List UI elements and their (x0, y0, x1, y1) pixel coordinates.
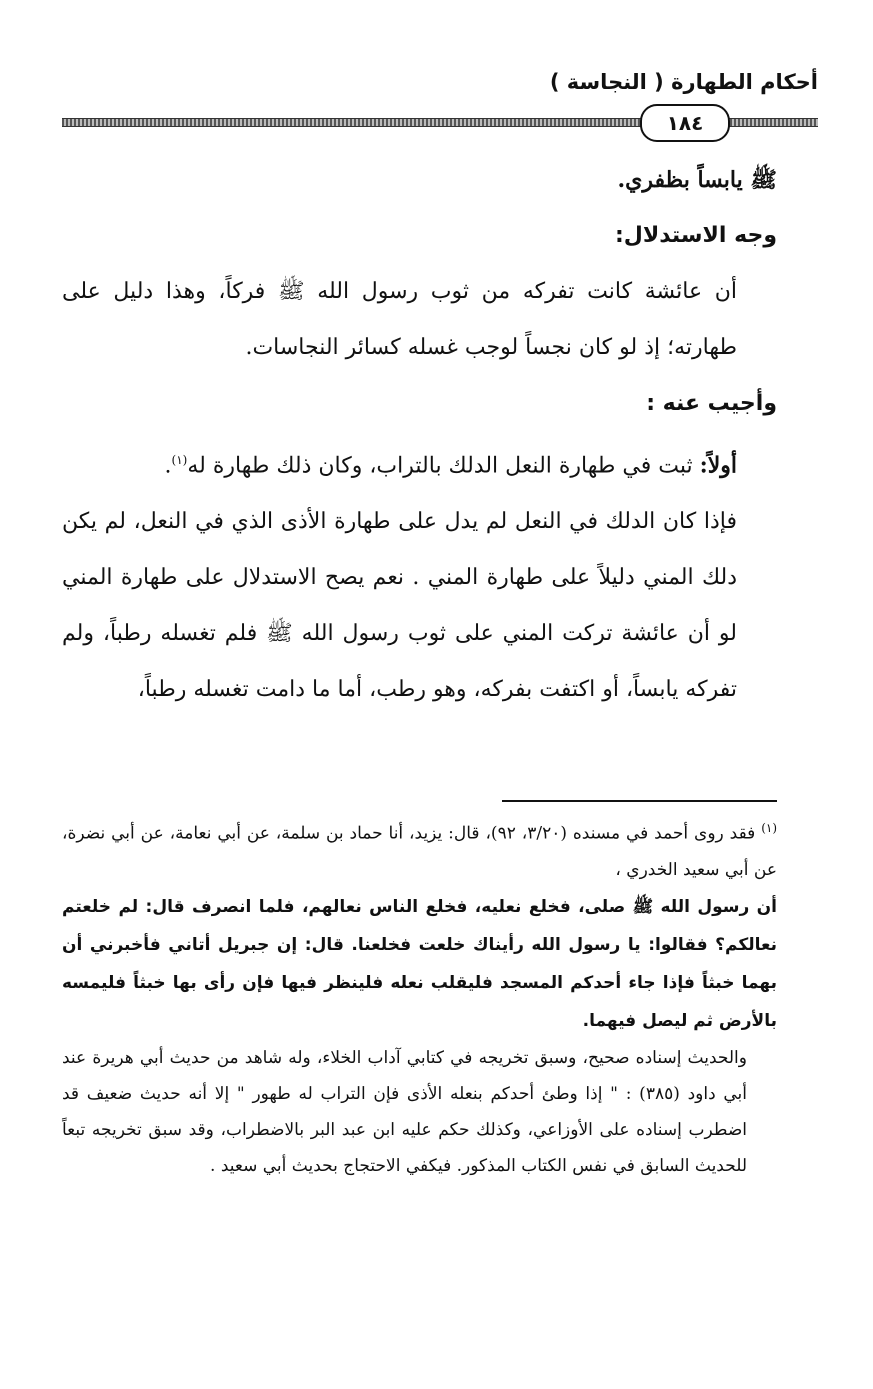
footnote-text: فقد روى أحمد في مسنده (٣/٢٠، ٩٢)، قال: يزيد، أنا حماد بن سلمة، عن أبي نعامة، عن أبي نضرة، عن أبي سعيد الخدري ، (62, 823, 777, 880)
answer-text: ثبت في طهارة النعل الدلك بالتراب، وكان ذلك طهارة له (187, 453, 700, 479)
answer-label: أولاً: (699, 452, 737, 479)
page-number: ١٨٤ (640, 104, 730, 142)
paragraph-continuation: ﷺ يابساً بظفري. (617, 167, 777, 193)
paragraph-first-answer (62, 432, 777, 494)
footnote-1 (62, 810, 777, 888)
main-text (62, 152, 777, 718)
footnotes (62, 810, 777, 1184)
page-header (62, 60, 818, 140)
footnote-hadith-text: أن رسول الله ﷺ صلى، فخلع نعليه، فخلع الناس نعالهم، فلما انصرف قال: لم خلعتم نعالكم؟ فقالوا: يا رسول الله رأيناك خلعت فخلعنا. قال: إن جبريل أتاني فأخبرني أن بهما خبثاً فإذا جاء أحدكم المسجد فليقلب نعله فلينظر فيها فإن رأى بها خبثاً فليمسه بالأرض ثم ليصل فيهما. (62, 896, 777, 1031)
footnote-commentary: والحديث إسناده صحيح، وسبق تخريجه في كتابي آداب الخلاء، وله شاهد من حديث أبي هريرة عند أبي داود (٣٨٥) : " إذا وطئ أحدكم بنعله الأذى فإن التراب له طهور " إلا أنه حديث ضعيف قد اضطرب إسناده على الأوزاعي، وكذلك حكم عليه ابن عبد البر بالاضطراب، وقد سبق تخريجه تبعاً للحديث السابق في نفس الكتاب المذكور. فيكفي الاحتجاج بحديث أبي سعيد . (62, 1047, 748, 1176)
footnote-number: (١) (761, 821, 778, 835)
running-title: أحكام الطهارة ( النجاسة ) (549, 70, 818, 94)
footnote-reference[interactable]: (١) (171, 453, 188, 467)
paragraph: فإذا كان الدلك في النعل لم يدل على طهارة الأذى الذي في النعل، لم يكن دلك المني دليلاً على طهارة المني . نعم يصح الاستدلال على طهارة المني لو أن عائشة تركت المني على ثوب رسول الله ﷺ فلم تغسله رطباً، ولم تفركه يابساً، أو اكتفت بفركه، وهو رطب، أما ما دامت تغسله رطباً، (62, 509, 737, 703)
footnote-separator (502, 800, 777, 802)
section-heading: وأجيب عنه : (646, 391, 777, 416)
section-heading: وجه الاستدلال: (614, 223, 777, 248)
sentence-end: . (164, 453, 172, 479)
paragraph: أن عائشة كانت تفركه من ثوب رسول الله ﷺ فركاً، وهذا دليل على طهارته؛ إذ لو كان نجساً لوجب غسله كسائر النجاسات. (62, 279, 737, 360)
